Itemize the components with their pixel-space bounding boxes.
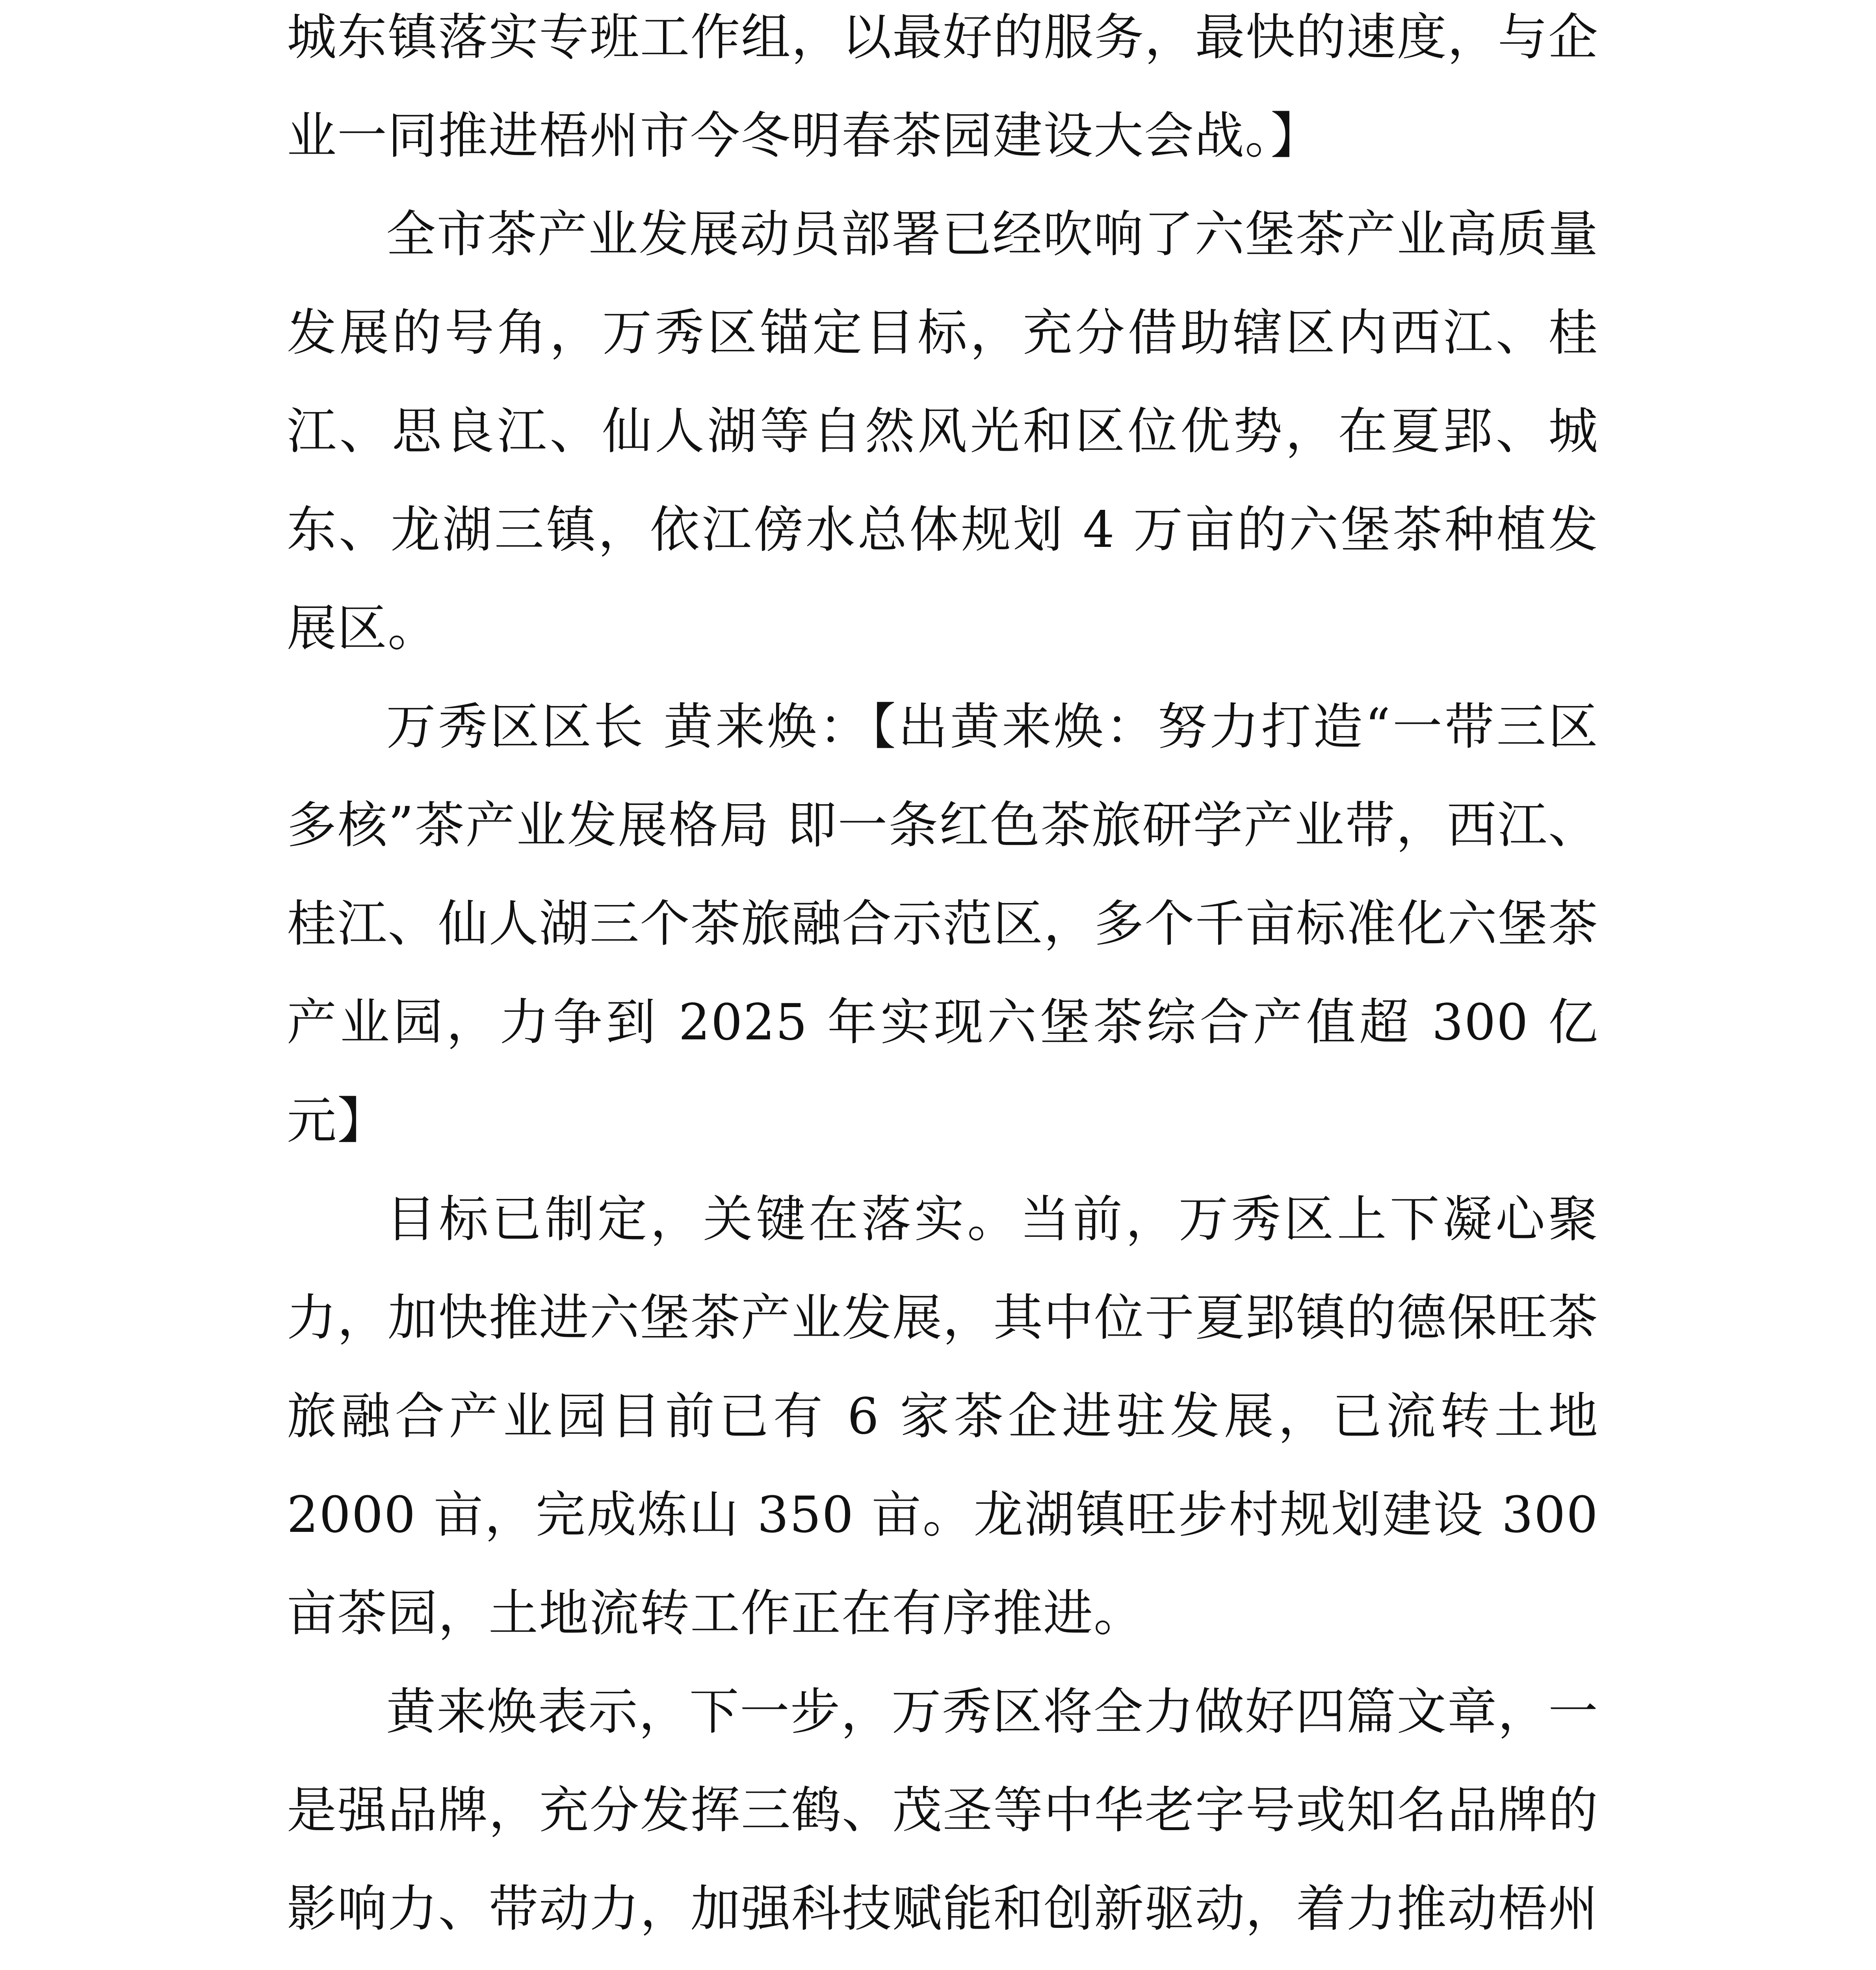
article-body — [287, 0, 1599, 1970]
paragraph-continuation: 城东镇落实专班工作组，以最好的服务，最快的速度，与企业一同推进梧州市今冬明春茶园建设大会战。】 — [287, 8, 1599, 165]
paragraph-planning: 全市茶产业发展动员部署已经吹响了六堡茶产业高质量发展的号角，万秀区锚定目标，充分借助辖区内西江、桂江、思良江、仙人湖等自然风光和区位优势，在夏郢、城东、龙湖三镇，依江傍水总体规划 4 万亩的六堡茶种植发展区。 — [287, 205, 1599, 657]
paragraph-district-head-quote: 万秀区区长 黄来焕：【出黄来焕：努力打造“一带三区多核”茶产业发展格局 即一条红色茶旅研学产业带，西江、桂江、仙人湖三个茶旅融合示范区，多个千亩标准化六堡茶产业园，力争到 2025 年实现六堡茶综合产值超 300 亿元】 — [287, 698, 1599, 1150]
paragraph-implementation: 目标已制定，关键在落实。当前，万秀区上下凝心聚力，加快推进六堡茶产业发展，其中位于夏郢镇的德保旺茶旅融合产业园目前已有 6 家茶企进驻发展，已流转土地 2000 亩，完成炼山 350 亩。龙湖镇旺步村规划建设 300 亩茶园，土地流转工作正在有序推进。 — [287, 1190, 1599, 1642]
paragraph-next-steps: 黄来焕表示，下一步，万秀区将全力做好四篇文章，一是强品牌，充分发挥三鹤、茂圣等中华老字号或知名品牌的影响力、带动力，加强科技赋能和创新驱动，着力推动梧州 — [287, 1683, 1599, 1938]
